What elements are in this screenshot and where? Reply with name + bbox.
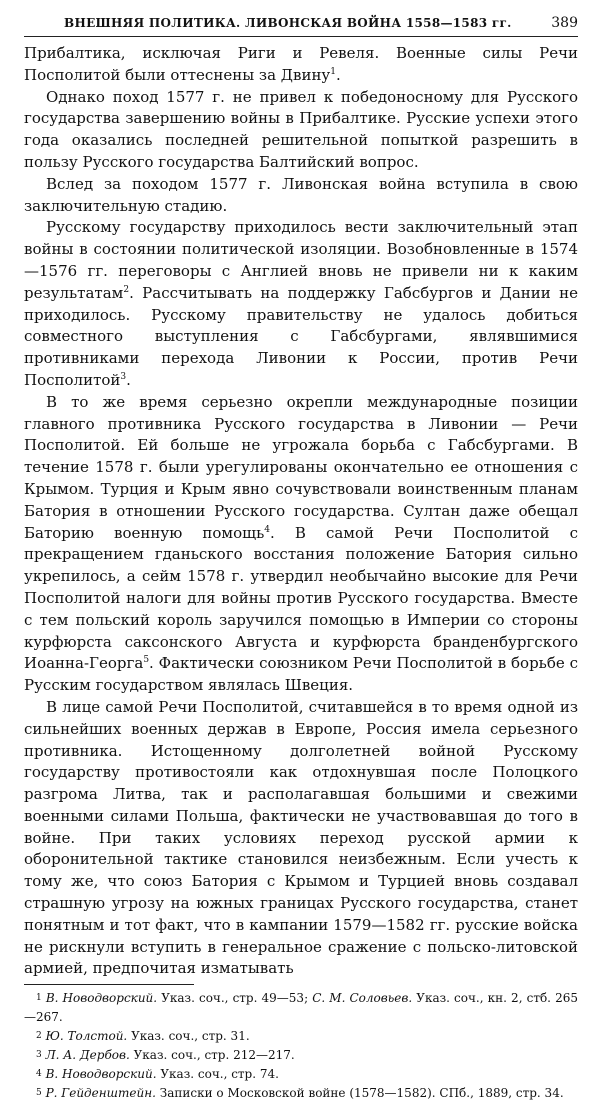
paragraph: Русскому государству приходилось вести заключительный этап войны в состоянии политической изоляции. Возобновленные в 1574—1576 гг. переговоры с Англией вновь не привели ни к каким результатам$^2$. Рассчитывать на поддержку Габсбургов и Дании не приходилось. Русскому правительству не удалось добиться совместного выступления с Габсбургами, являвшимися противниками перехода Ливонии к России, против Речи Посполитой$^3$. [24, 218, 578, 389]
footnotes [24, 989, 578, 1103]
footnote-ref: 2 [123, 284, 130, 295]
footnote: $^5$ Р. Гейденштейн. Записки о Московской войне (1578—1582). СПб., 1889, стр. 34. [36, 1086, 564, 1101]
running-title: ВНЕШНЯЯ ПОЛИТИКА. ЛИВОНСКАЯ ВОЙНА 1558—1583 гг. [64, 16, 512, 30]
page-number: 389 [551, 15, 578, 31]
footnote-ref: 1 [330, 66, 336, 77]
footnote: $^2$ Ю. Толстой. Указ. соч., стр. 31. [36, 1029, 250, 1044]
footnote-ref: 4 [264, 524, 270, 535]
footnote: $^1$ В. Новодворский. Указ. соч., стр. 49—53; С. М. Соловьев. Указ. соч., кн. 2, стб. 265—267. [24, 991, 578, 1025]
body-text [24, 43, 578, 980]
paragraph: В лице самой Речи Посполитой, считавшейся в то время одной из сильнейших военных держав в Европе, Россия имела серьезного противника. Истощенному долголетней войной Русскому государству противостояли как отдохнувшая после Полоцкого разгрома Литва, так и располагавшая большими и свежими военными силами Польша, фактически не участвовавшая до того в войне. При таких условиях переход русской армии к оборонительной тактике становился неизбежным. Если учесть к тому же, что союз Батория с Крымом и Турцией вновь создавал страшную угрозу на южных границах Русского государства, станет понятным и тот факт, что в кампании 1579—1582 гг. русские войска не рискнули вступить в генеральное сражение с польско-литовской армией, предпочитая изматывать [24, 697, 578, 978]
footnote: $^3$ Л. А. Дербов. Указ. соч., стр. 212—217. [36, 1048, 295, 1063]
paragraph: Вслед за походом 1577 г. Ливонская война вступила в свою заключительную стадию. [24, 174, 578, 215]
running-header [24, 12, 578, 37]
footnote: $^4$ В. Новодворский. Указ. соч., стр. 74. [36, 1067, 279, 1082]
paragraph: Однако поход 1577 г. не привел к победоносному для Русского государства завершению войны в Прибалтике. Русские успехи этого года оказались последней решительной попыткой разрешить в пользу Русского государства Балтийский вопрос. [24, 87, 578, 171]
paragraph: В то же время серьезно окрепли международные позиции главного противника Русского государства в Ливонии — Речи Посполитой. Ей больше не угрожала борьба с Габсбургами. В течение 1578 г. были урегулированы окончательно ее отношения с Крымом. Турция и Крым явно сочувствовали воинственным планам Батория в отношении Русского государства. Султан даже обещал Баторию военную помощь$^4$. В самой Речи Посполитой с прекращением гданьского восстания положение Батория сильно укрепилось, а сейм 1578 г. утвердил необычайно высокие для Речи Посполитой налоги для войны против Русского государства. Вместе с тем польский король заручился помощью в Империи со стороны курфюрста саксонского Августа и курфюрста бранденбургского Иоанна-Георга$^5$. Фактически союзником Речи Посполитой в борьбе с Русским государством являлась Швеция. [24, 392, 578, 695]
footnote-ref: 3 [120, 371, 127, 382]
paragraph: Прибалтика, исключая Риги и Ревеля. Военные силы Речи Посполитой были оттеснены за Двину$^1$. [24, 44, 578, 84]
footnote-ref: 5 [143, 655, 150, 666]
footnote-divider [24, 984, 194, 985]
